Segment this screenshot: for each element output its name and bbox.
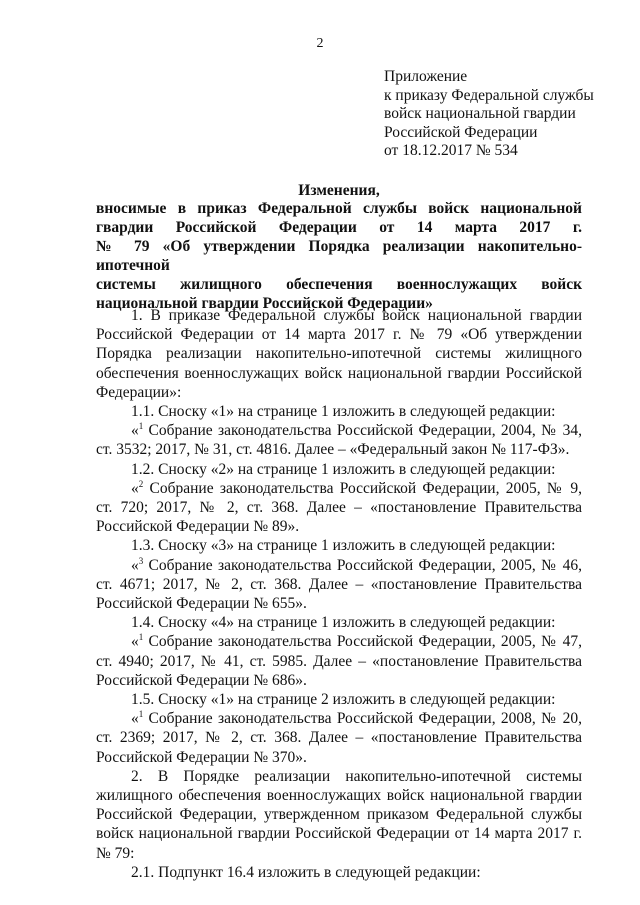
subtitle-line: гвардии Российской Федерации от 14 марта 2017 г.	[96, 219, 582, 236]
appendix-line: Приложение	[384, 68, 468, 85]
paragraph-1-3: 1.3. Сноску «3» на странице 1 изложить в следующей редакции:	[131, 537, 556, 555]
footnote-quote-3	[96, 556, 582, 614]
document-title: Изменения,	[298, 182, 380, 199]
paragraph-1: 1. В приказе Федеральной службы войск национальной гвардии Российской Федерации от 14 марта 2017 г. № 79 «Об утверждении Порядка реализации накопительно-ипотечной системы жилищного обеспечения военнослужащих войск национальной гвардии Российской Федерации»:	[96, 307, 582, 401]
paragraph-2-1: 2.1. Подпункт 16.4 изложить в следующей редакции:	[131, 863, 481, 881]
quote-mark: «	[131, 556, 139, 574]
subtitle-line: системы жилищного обеспечения военнослужащих войск	[96, 276, 582, 293]
subtitle-line: № 79 «Об утверждении Порядка реализации накопительно-ипотечной	[96, 238, 582, 274]
quote-mark: «	[131, 422, 139, 440]
appendix-line: к приказу Федеральной службы	[384, 86, 594, 104]
appendix-line: от 18.12.2017 № 534	[384, 142, 518, 159]
footnote-marker: 1	[138, 709, 144, 720]
document-subtitle	[96, 199, 582, 313]
footnote-quote-4	[96, 632, 582, 690]
paragraph-2: 2. В Порядке реализации накопительно-ипотечной системы жилищного обеспечения военнослужащих войск национальной гвардии Российской Федерации, утвержденном приказом Федеральной службы войск национальной гвардии Российской Федерации от 14 марта 2017 г. № 79:	[96, 767, 582, 862]
appendix-line: войск национальной гвардии	[384, 105, 576, 122]
quote-mark: «	[131, 710, 139, 728]
page-number: 2	[316, 36, 324, 51]
quote-text: Собрание законодательства Российской Федерации, 2004, № 34, ст. 3532; 2017, № 31, ст. 4816. Далее – «Федеральный закон № 117-ФЗ».	[96, 422, 582, 459]
footnote-marker: 2	[138, 478, 144, 489]
footnote-marker: 1	[138, 421, 144, 432]
footnote-marker: 3	[138, 555, 144, 566]
paragraph-1-2: 1.2. Сноску «2» на странице 1 изложить в следующей редакции:	[131, 460, 556, 478]
quote-text: Собрание законодательства Российской Федерации, 2005, № 46, ст. 4671; 2017, № 2, ст. 368. Далее – «постановление Правительства Российской Федерации № 655».	[96, 556, 582, 613]
paragraph-1-1: 1.1. Сноску «1» на странице 1 изложить в следующей редакции:	[131, 403, 556, 421]
footnote-quote-5	[96, 709, 582, 767]
quote-text: Собрание законодательства Российской Федерации, 2008, № 20, ст. 2369; 2017, № 2, ст. 368. Далее – «постановление Правительства Российской Федерации № 370».	[96, 710, 582, 766]
paragraph-1-5: 1.5. Сноску «1» на странице 2 изложить в следующей редакции:	[131, 691, 556, 709]
quote-mark: «	[131, 479, 139, 497]
quote-text: Собрание законодательства Российской Федерации, 2005, № 9, ст. 720; 2017, № 2, ст. 368. Далее – «постановление Правительства Российской Федерации № 89».	[96, 479, 582, 536]
paragraph-1-4: 1.4. Сноску «4» на странице 1 изложить в следующей редакции:	[131, 614, 556, 632]
subtitle-line: вносимые в приказ Федеральной службы войск национальной	[96, 200, 582, 217]
quote-text: Собрание законодательства Российской Федерации, 2005, № 47, ст. 4940; 2017, № 41, ст. 5985. Далее – «постановление Правительства Российской Федерации № 686».	[96, 633, 582, 689]
appendix-block	[384, 68, 594, 161]
document-body	[96, 306, 582, 882]
quote-mark: «	[131, 633, 139, 651]
appendix-line: Российской Федерации	[384, 123, 538, 141]
subtitle-line: национальной гвардии Российской Федерации»	[96, 295, 433, 312]
footnote-quote-1	[96, 421, 582, 459]
footnote-marker: 1	[138, 632, 144, 643]
footnote-quote-2	[96, 479, 582, 537]
